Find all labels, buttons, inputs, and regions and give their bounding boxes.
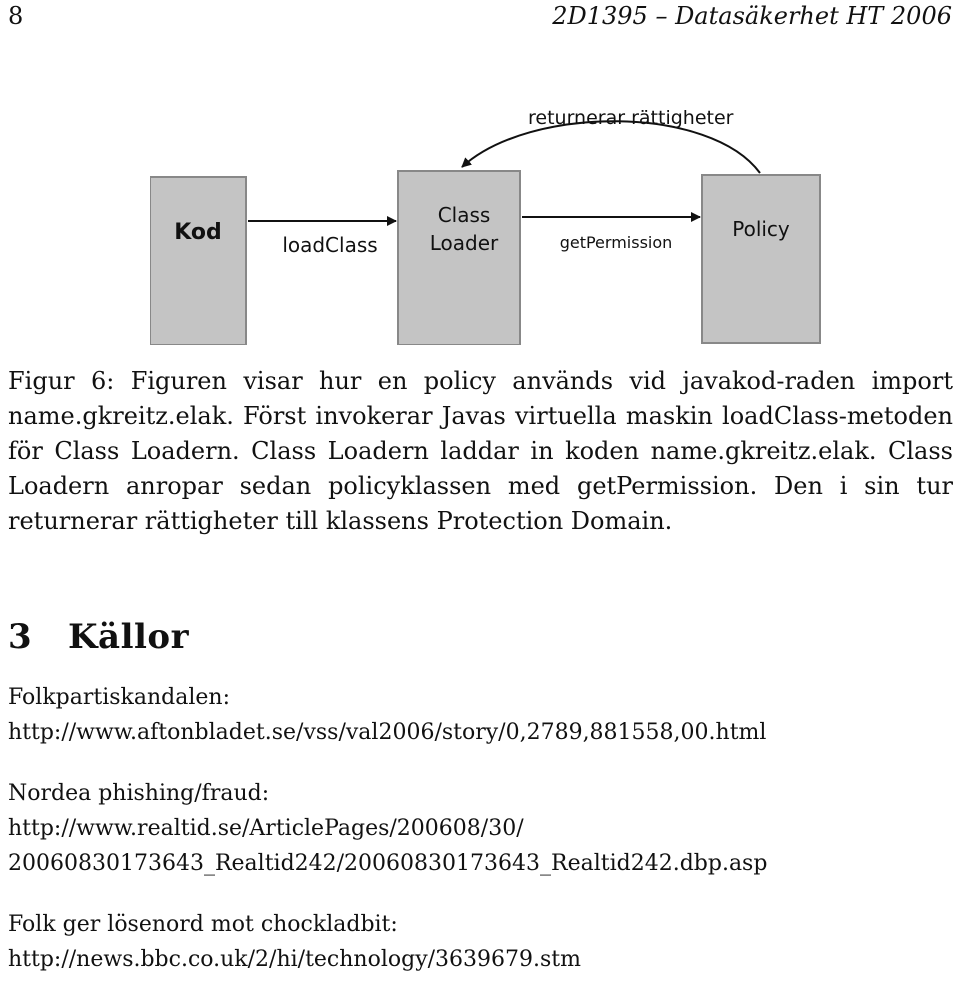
reference-label: Folk ger lösenord mot chockladbit: [8, 912, 398, 937]
running-title: 2D1395 – Datasäkerhet HT 2006 [552, 2, 952, 30]
reference-url: http://news.bbc.co.uk/2/hi/technology/3639679.stm [8, 947, 581, 972]
page-header [8, 2, 952, 32]
diagram-canvas [150, 95, 840, 345]
section-number: 3 [8, 617, 33, 657]
class-loader-title-line1: Class [437, 203, 491, 227]
reference-label: Folkpartiskandalen: [8, 685, 231, 710]
policy-box-title: Policy [732, 217, 790, 241]
section-heading [8, 617, 189, 657]
reference-list [8, 680, 958, 1003]
page-number: 8 [8, 2, 24, 30]
class-loader-title-line2: Loader [429, 231, 499, 255]
policy-box [702, 175, 820, 343]
figure-caption: Figur 6: Figuren visar hur en policy används vid javakod-raden import name.gkreitz.elak. Först invokerar Javas virtuella maskin loadClass-metoden för Class Loadern. Class Loadern laddar in koden name.gkreitz.elak. Class Loadern anropar sedan policyklassen med getPermission. Den i sin tur returnerar rättigheter till klassens Protection Domain. [8, 367, 953, 535]
reference-url: http://www.aftonbladet.se/vss/val2006/story/0,2789,881558,00.html [8, 720, 767, 745]
getpermission-label: getPermission [559, 233, 673, 252]
reference-item [8, 776, 958, 881]
figure-policy-diagram [150, 95, 840, 345]
reference-item [8, 680, 958, 750]
return-arrow-label: returnerar rättigheter [528, 107, 734, 129]
reference-label: Nordea phishing/fraud: [8, 781, 270, 806]
kod-box-title: Kod [174, 220, 222, 245]
loadclass-label: loadClass [282, 233, 378, 257]
reference-url: 20060830173643_Realtid242/20060830173643_Realtid242.dbp.asp [8, 851, 768, 876]
kod-box [150, 177, 246, 345]
reference-url: http://www.realtid.se/ArticlePages/200608/30/ [8, 816, 524, 841]
class-loader-box [398, 171, 520, 345]
reference-item [8, 907, 958, 977]
section-title: Källor [68, 617, 190, 657]
